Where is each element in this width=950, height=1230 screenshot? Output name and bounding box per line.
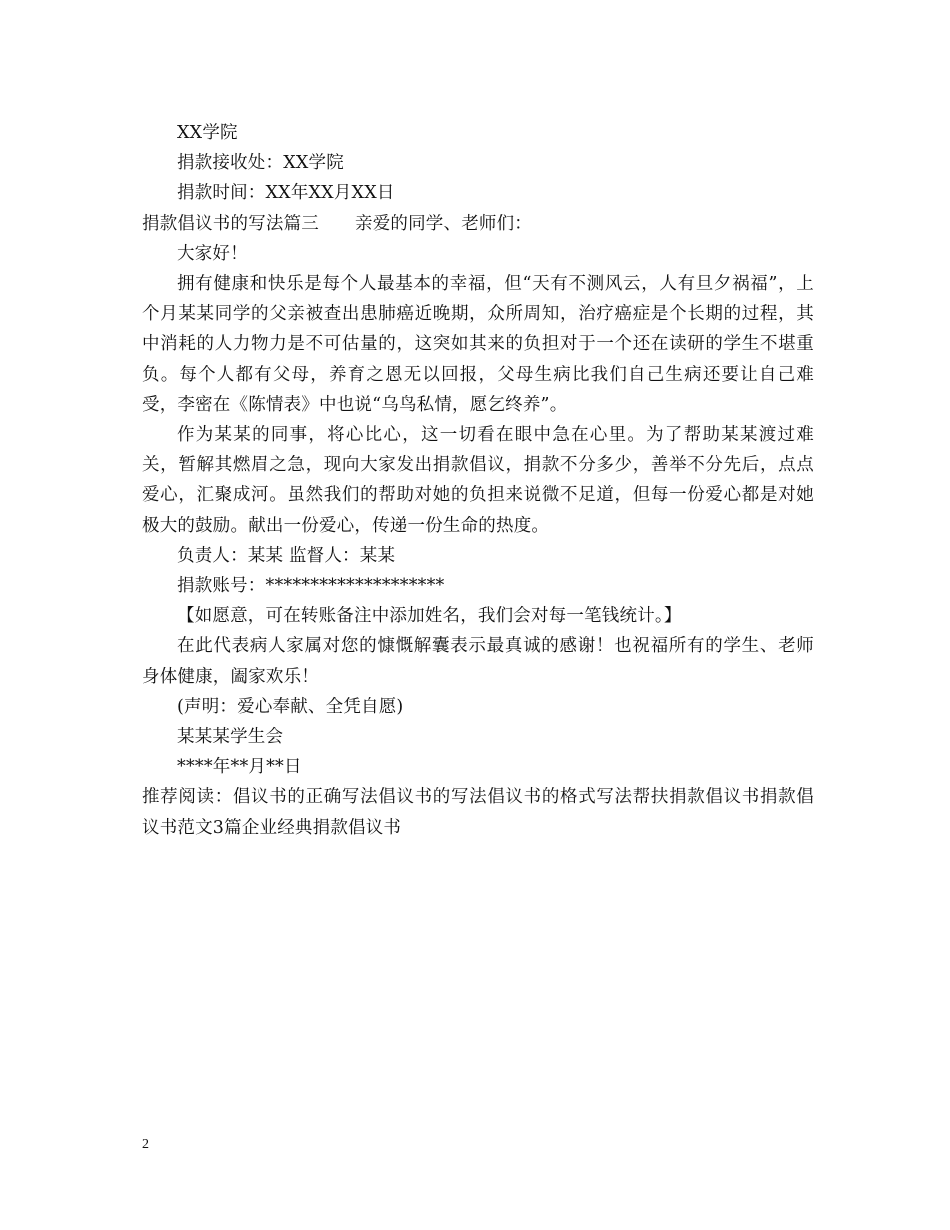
thanks-paragraph: 在此代表病人家属对您的慷慨解囊表示最真诚的感谢！也祝福所有的学生、老师身体健康，阖家欢乐！ [142, 636, 814, 687]
responsible-line: 负责人：某某 监督人：某某 [177, 545, 396, 566]
hello-line: 大家好！ [177, 243, 248, 264]
greeting-to: 亲爱的同学、老师们： [355, 213, 532, 234]
college-name-line: XX学院 [177, 123, 238, 143]
recommended-reading: 推荐阅读：倡议书的正确写法倡议书的写法倡议书的格式写法帮扶捐款倡议书捐款倡议书范文3篇企业经典捐款倡议书 [142, 787, 814, 838]
paragraph-1: 拥有健康和快乐是每个人最基本的幸福，但“天有不测风云，人有旦夕祸福”，上个月某某同学的父亲被查出患肺癌近晚期，众所周知，治疗癌症是个长期的过程，其中消耗的人力物力是不可估量的，这突如其来的负担对于一个还在读研的学生不堪重负。每个人都有父母，养育之恩无以回报，父母生病比我们自己生病还要让自己难受，李密在《陈情表》中也说“乌鸟私情，愿乞终养”。 [142, 274, 814, 415]
paragraph-2: 作为某某的同事，将心比心，这一切看在眼中急在心里。为了帮助某某渡过难关，暂解其燃眉之急，现向大家发出捐款倡议，捐款不分多少，善举不分先后，点点爱心，汇聚成河。虽然我们的帮助对她的负担来说微不足道，但每一份爱心都是对她极大的鼓励。献出一份爱心，传递一份生命的热度。 [142, 425, 814, 536]
note-line: 【如愿意，可在转账备注中添加姓名，我们会对每一笔钱统计。】 [177, 606, 682, 627]
section-title: 捐款倡议书的写法篇三 [142, 213, 319, 234]
signature-line: 某某某学生会 [177, 727, 284, 748]
donation-time-line: 捐款时间：XX年XX月XX日 [177, 183, 395, 204]
account-line: 捐款账号：******************** [177, 576, 445, 597]
page-number: 2 [142, 1137, 149, 1152]
recipient-line: 捐款接收处：XX学院 [177, 153, 344, 174]
statement-line: (声明：爱心奉献、全凭自愿) [177, 696, 404, 717]
document-body [142, 118, 814, 843]
date-line: ****年**月**日 [177, 757, 302, 778]
section-heading-line [142, 209, 814, 239]
